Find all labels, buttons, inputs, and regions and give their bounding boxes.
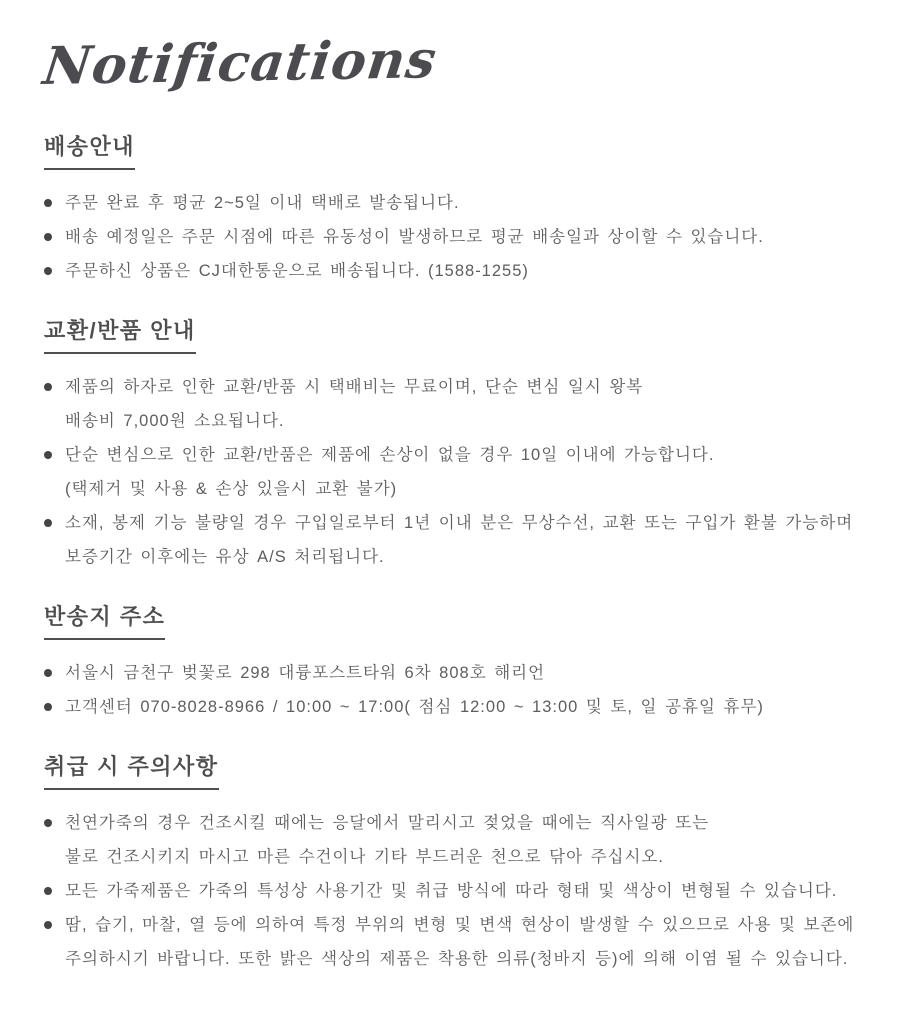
shipping-guide-list — [44, 186, 890, 288]
notice-line-continuation: 주의하시기 바랍니다. 또한 밝은 색상의 제품은 착용한 의류(청바지 등)에 의해 이염 될 수 있습니다. — [65, 950, 849, 968]
bullet-dot-icon — [44, 199, 52, 207]
notice-line-continuation: 보증기간 이후에는 유상 A/S 처리됩니다. — [65, 548, 385, 566]
notice-line: 주문 완료 후 평균 2~5일 이내 택배로 발송됩니다. — [65, 194, 460, 212]
list-item — [44, 806, 890, 874]
notifications-script-logo: Notifications — [39, 29, 441, 97]
notice-line-customer-center: 고객센터 070-8028-8966 / 10:00 ~ 17:00( 점심 12:00 ~ 13:00 및 토, 일 공휴일 휴무) — [65, 698, 764, 716]
list-item — [44, 220, 890, 254]
bullet-dot-icon — [44, 703, 52, 711]
list-item — [44, 690, 890, 724]
exchange-return-list — [44, 370, 890, 574]
list-item — [44, 186, 890, 220]
notice-line: 모든 가죽제품은 가죽의 특성상 사용기간 및 취급 방식에 따라 형태 및 색상이 변형될 수 있습니다. — [65, 882, 838, 900]
section-return-address — [44, 604, 890, 724]
list-item — [44, 874, 890, 908]
notice-line: 배송 예정일은 주문 시점에 따른 유동성이 발생하므로 평균 배송일과 상이할 수 있습니다. — [65, 228, 764, 246]
bullet-dot-icon — [44, 921, 52, 929]
bullet-dot-icon — [44, 451, 52, 459]
notice-line: 주문하신 상품은 CJ대한통운으로 배송됩니다. (1588-1255) — [65, 262, 529, 280]
bullet-dot-icon — [44, 267, 52, 275]
bullet-dot-icon — [44, 669, 52, 677]
notice-line-continuation: 불로 건조시키지 마시고 마른 수건이나 기타 부드러운 천으로 닦아 주십시오. — [65, 848, 664, 866]
section-title-handling-precautions: 취급 시 주의사항 — [44, 754, 219, 790]
bullet-dot-icon — [44, 233, 52, 241]
notice-line: 땀, 습기, 마찰, 열 등에 의하여 특정 부위의 변형 및 변색 현상이 발생할 수 있으므로 사용 및 보존에 — [65, 916, 855, 934]
list-item — [44, 254, 890, 288]
notice-line-return-address: 서울시 금천구 벚꽃로 298 대륭포스트타워 6차 808호 해리언 — [65, 664, 546, 682]
section-title-shipping-guide: 배송안내 — [44, 134, 135, 170]
section-title-exchange-return-guide: 교환/반품 안내 — [44, 318, 196, 354]
handling-precautions-list — [44, 806, 890, 976]
bullet-dot-icon — [44, 519, 52, 527]
list-item — [44, 370, 890, 438]
notice-line-continuation: 배송비 7,000원 소요됩니다. — [65, 412, 285, 430]
bullet-dot-icon — [44, 887, 52, 895]
section-exchange-return-guide — [44, 318, 890, 574]
section-shipping-guide — [44, 134, 890, 288]
notice-line: 제품의 하자로 인한 교환/반품 시 택배비는 무료이며, 단순 변심 일시 왕복 — [65, 378, 644, 396]
section-title-return-address: 반송지 주소 — [44, 604, 165, 640]
list-item — [44, 656, 890, 690]
list-item — [44, 438, 890, 506]
notice-line: 소재, 봉제 기능 불량일 경우 구입일로부터 1년 이내 분은 무상수선, 교환 또는 구입가 환불 가능하며 — [65, 514, 854, 532]
bullet-dot-icon — [44, 383, 52, 391]
return-address-list — [44, 656, 890, 724]
list-item — [44, 908, 890, 976]
notice-line-continuation: (택제거 및 사용 & 손상 있을시 교환 불가) — [65, 480, 398, 498]
list-item — [44, 506, 890, 574]
notice-line: 천연가죽의 경우 건조시킬 때에는 응달에서 말리시고 젖었을 때에는 직사일광 또는 — [65, 814, 710, 832]
section-handling-precautions — [44, 754, 890, 976]
bullet-dot-icon — [44, 819, 52, 827]
notice-line: 단순 변심으로 인한 교환/반품은 제품에 손상이 없을 경우 10일 이내에 가능합니다. — [65, 446, 715, 464]
